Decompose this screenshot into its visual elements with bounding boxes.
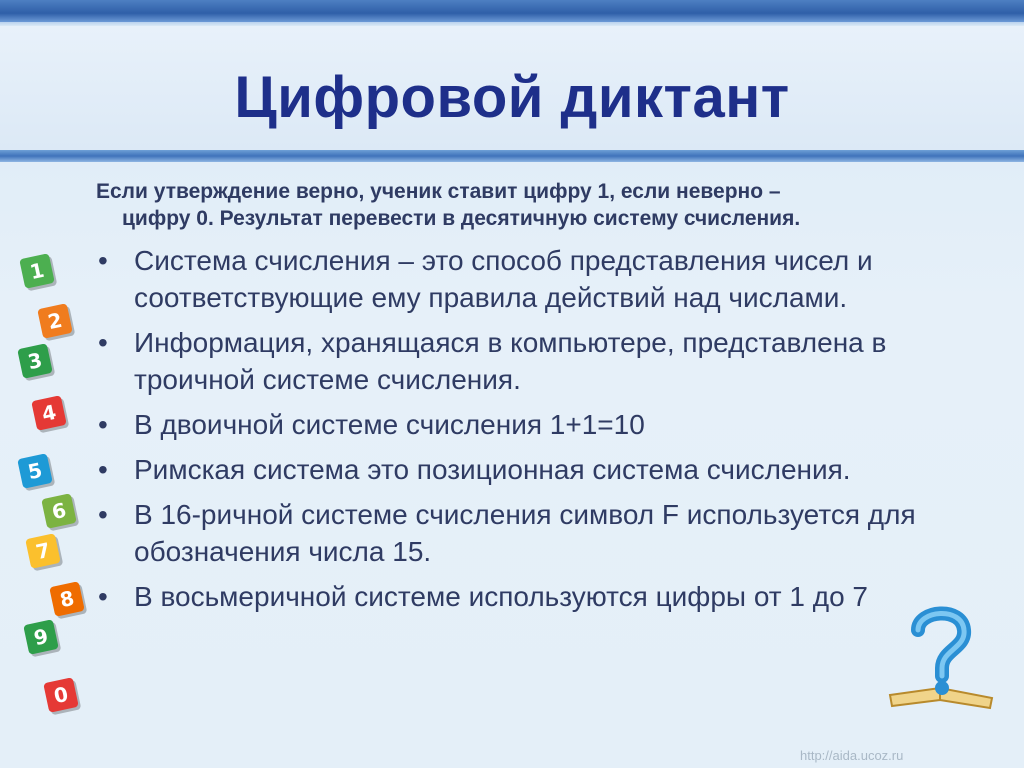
slide-title: Цифровой диктант <box>234 65 790 130</box>
slide-content <box>96 178 996 623</box>
number-cube-icon: 2 <box>37 303 73 339</box>
intro-line-2: цифру 0. Результат перевести в десятичную систему счисления. <box>122 207 801 230</box>
number-cube-icon: 6 <box>41 493 77 529</box>
number-cube-icon: 3 <box>17 343 53 379</box>
number-cube-icon: 5 <box>17 453 53 489</box>
number-cubes-decoration <box>0 250 90 750</box>
bullet-icon: • <box>98 499 108 530</box>
top-bar <box>0 0 1024 22</box>
intro-text <box>96 178 996 232</box>
title-divider <box>0 150 1024 162</box>
number-cube-icon: 9 <box>23 619 59 655</box>
intro-line-1: Если утверждение верно, ученик ставит цифру 1, если неверно – <box>96 180 781 203</box>
statement-text: Римская система это позиционная система счисления. <box>134 454 851 485</box>
list-item <box>96 496 996 570</box>
number-cube-icon: 0 <box>43 677 79 713</box>
statement-text: Информация, хранящаяся в компьютере, представлена в троичной системе счисления. <box>134 327 887 395</box>
list-item <box>96 578 996 615</box>
number-cube-icon: 1 <box>19 253 55 289</box>
bullet-icon: • <box>98 409 108 440</box>
number-cube-icon: 7 <box>25 533 61 569</box>
source-watermark: http://aida.ucoz.ru <box>800 748 904 763</box>
question-mark-icon <box>880 600 1000 720</box>
number-cube-icon: 8 <box>49 581 85 617</box>
bullet-icon: • <box>98 581 108 612</box>
statement-text: В восьмеричной системе используются цифры от 1 до 7 <box>134 581 868 612</box>
bullet-icon: • <box>98 327 108 358</box>
list-item <box>96 324 996 398</box>
question-book-icon <box>880 600 1000 720</box>
list-item <box>96 451 996 488</box>
number-cube-icon: 4 <box>31 395 67 431</box>
bullet-icon: • <box>98 245 108 276</box>
bullet-icon: • <box>98 454 108 485</box>
list-item <box>96 242 996 316</box>
list-item <box>96 406 996 443</box>
statement-text: Система счисления – это способ представления чисел и соответствующие ему правила действий над числами. <box>134 245 873 313</box>
statement-text: В двоичной системе счисления 1+1=10 <box>134 409 645 440</box>
statement-list <box>96 242 996 615</box>
statement-text: В 16-ричной системе счисления символ F используется для обозначения числа 15. <box>134 499 916 567</box>
